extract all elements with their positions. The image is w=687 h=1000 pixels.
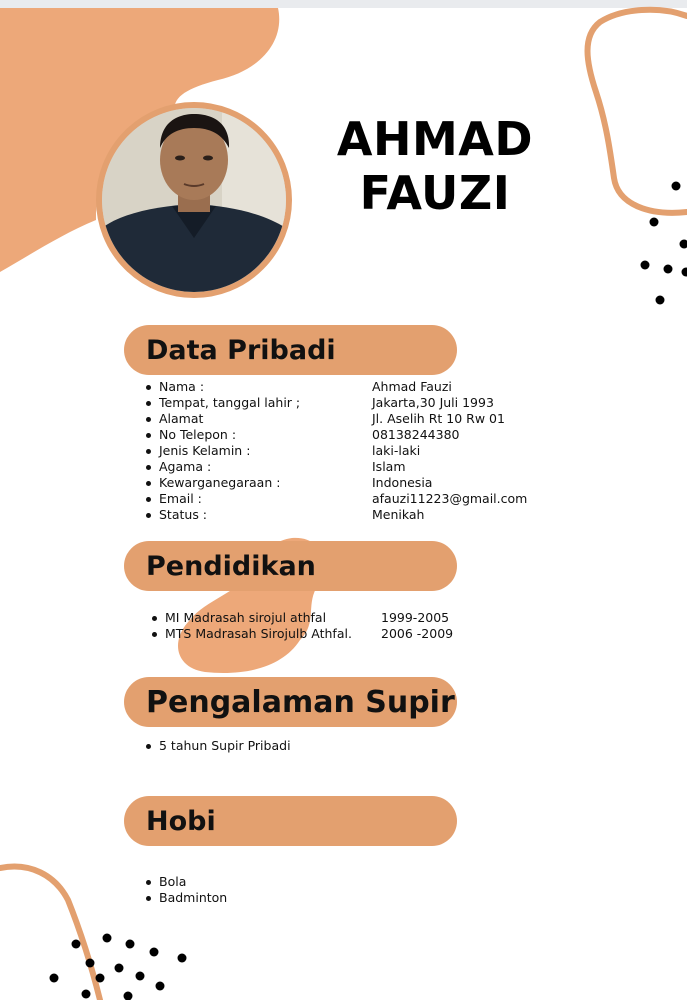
list-item: No Telepon :: [145, 427, 300, 443]
value-status: Menikah: [372, 507, 425, 522]
education-school: MTS Madrasah Sirojulb Athfal.: [165, 626, 352, 641]
dots-top-right: [641, 182, 687, 305]
first-name: AHMAD: [336, 112, 534, 166]
value-nama: Ahmad Fauzi: [372, 379, 452, 394]
personal-data-values: [372, 379, 527, 523]
value-email: afauzi11223@gmail.com: [372, 491, 528, 506]
list-item: Tempat, tanggal lahir ;: [145, 395, 300, 411]
list-item: Agama :: [145, 459, 300, 475]
list-item: Kewarganegaraan :: [145, 475, 300, 491]
person-name: [300, 112, 570, 220]
education-years: 1999-2005: [381, 610, 450, 625]
hobby-list: [145, 874, 227, 906]
profile-photo: [96, 102, 292, 298]
list-item: Alamat: [145, 411, 300, 427]
education-school: MI Madrasah sirojul athfal: [165, 610, 327, 625]
section-header-data-pribadi: Data Pribadi: [124, 325, 457, 375]
dots-bottom-left: [50, 934, 187, 1000]
list-item: Status :: [145, 507, 300, 523]
list-item: Jenis Kelamin :: [145, 443, 300, 459]
experience-list: [145, 738, 291, 754]
list-item: [151, 626, 453, 642]
personal-data-labels: [145, 379, 300, 523]
section-header-pengalaman: Pengalaman Supir: [124, 677, 457, 727]
section-header-pendidikan: Pendidikan: [124, 541, 457, 591]
value-agama: Islam: [372, 459, 406, 474]
value-alamat: Jl. Aselih Rt 10 Rw 01: [372, 411, 505, 426]
list-item: Badminton: [145, 890, 227, 906]
top-right-loop: [588, 10, 687, 213]
value-telepon: 08138244380: [372, 427, 460, 442]
list-item: 5 tahun Supir Pribadi: [145, 738, 291, 754]
list-item: Nama :: [145, 379, 300, 395]
value-kewarganegaraan: Indonesia: [372, 475, 433, 490]
person-photo-icon: [102, 108, 286, 292]
list-item: Bola: [145, 874, 227, 890]
list-item: Email :: [145, 491, 300, 507]
value-ttl: Jakarta,30 Juli 1993: [372, 395, 494, 410]
list-item: [151, 610, 453, 626]
last-name: FAUZI: [359, 166, 511, 220]
section-header-hobi: Hobi: [124, 796, 457, 846]
value-jenis-kelamin: laki-laki: [372, 443, 421, 458]
education-list: [151, 610, 453, 642]
education-years: 2006 -2009: [381, 626, 454, 641]
